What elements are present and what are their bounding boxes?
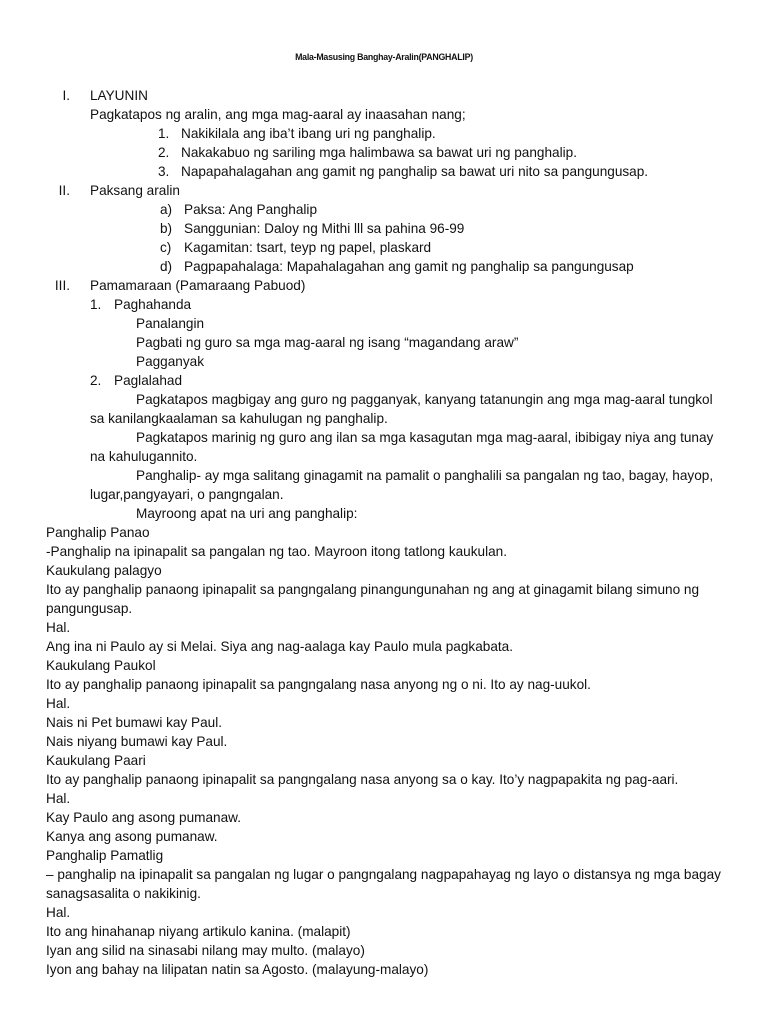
body-line: Iyan ang silid na sinasabi nilang may multo. (malayo) — [46, 943, 365, 958]
document-title: Mala-Masusing Banghay-Aralin(PANGHALIP) — [295, 52, 473, 62]
paragraph-line: Pagkatapos marinig ng guro ang ilan sa mga kasagutan mga mag-aaral, ibibigay niya ang tunay — [136, 430, 714, 445]
objective-number: 1. — [158, 126, 170, 141]
objective-text: Napapahalagahan ang gamit ng panghalip sa bawat uri nito sa pangungusap. — [181, 164, 649, 179]
topic-text: Kagamitan: tsart, teyp ng papel, plaskard — [184, 240, 432, 255]
paragraph-line: Panghalip- ay mga salitang ginagamit na pamalit o panghalili sa pangalan ng tao, bagay, hayop, — [136, 468, 714, 483]
body-line: Nais ni Pet bumawi kay Paul. — [46, 715, 223, 730]
step-number: 2. — [90, 373, 102, 388]
section-3-numeral: III. — [54, 278, 70, 293]
body-line: Kaukulang Paukol — [46, 658, 156, 673]
topic-text: Paksa: Ang Panghalip — [184, 202, 318, 217]
section-1-numeral: I. — [62, 88, 70, 103]
body-line: Ito ay panghalip panaong ipinapalit sa pangngalang nasa anyong ng o ni. Ito ay nag-uukol. — [46, 677, 591, 692]
body-line: Kanya ang asong pumanaw. — [46, 829, 218, 844]
body-line: Iyon ang bahay na lilipatan natin sa Agosto. (malayung-malayo) — [46, 962, 429, 977]
step-line: Panalangin — [136, 316, 205, 331]
body-line: Ang ina ni Paulo ay si Melai. Siya ang nag-aalaga kay Paulo mula pagkabata. — [46, 639, 514, 654]
objective-number: 2. — [158, 145, 170, 160]
topic-letter: c) — [160, 240, 172, 255]
body-line: Kaukulang Paari — [46, 753, 146, 768]
body-line: Hal. — [46, 696, 71, 711]
body-line: Ito ang hinahanap niyang artikulo kanina. (malapit) — [46, 924, 351, 939]
section-2-numeral: II. — [58, 183, 70, 198]
body-line: Ito ay panghalip panaong ipinapalit sa pangngalang nasa anyong sa o kay. Ito’y nagpapakita ng pag-aari. — [46, 772, 679, 787]
step-label: Paglalahad — [114, 373, 183, 388]
topic-letter: a) — [160, 202, 173, 217]
body-line: – panghalip na ipinapalit sa pangalan ng lugar o pangngalang nagpapahayag ng layo o distansya ng mga bagay — [46, 867, 721, 882]
body-line: Kaukulang palagyo — [46, 563, 162, 578]
step-line: Pagganyak — [136, 354, 205, 369]
body-line: Kay Paulo ang asong pumanaw. — [46, 810, 241, 825]
step-number: 1. — [90, 297, 102, 312]
body-line: Hal. — [46, 791, 71, 806]
section-3-heading: Pamamaraan (Pamaraang Pabuod) — [90, 278, 306, 293]
body-line: Panghalip Panao — [46, 525, 150, 540]
body-line: Nais niyang bumawi kay Paul. — [46, 734, 228, 749]
objective-text: Nakakabuo ng sariling mga halimbawa sa bawat uri ng panghalip. — [181, 145, 577, 160]
topic-letter: b) — [160, 221, 173, 236]
topic-text: Sanggunian: Daloy ng Mithi lll sa pahina 96-99 — [184, 221, 465, 236]
body-line: sanagsasalita o nakikinig. — [46, 886, 201, 901]
topic-text: Pagpapahalaga: Mapahalagahan ang gamit ng panghalip sa pangungusap — [184, 259, 634, 274]
objective-text: Nakikilala ang iba’t ibang uri ng panghalip. — [181, 126, 436, 141]
paragraph-line: na kahulugannito. — [90, 449, 198, 464]
body-line: Hal. — [46, 620, 71, 635]
paragraph-line: lugar,pangyayari, o pangngalan. — [90, 487, 284, 502]
section-1-heading: LAYUNIN — [90, 88, 148, 103]
paragraph-line: sa kanilangkaalaman sa kahulugan ng panghalip. — [90, 411, 388, 426]
section-1-intro: Pagkatapos ng aralin, ang mga mag-aaral ay inaasahan nang; — [90, 107, 466, 122]
body-line: pangungusap. — [46, 601, 133, 616]
body-line: Hal. — [46, 905, 71, 920]
section-2-heading: Paksang aralin — [90, 183, 180, 198]
body-line: Ito ay panghalip panaong ipinapalit sa pangngalang pinangungunahan ng ang at ginagamit bilang simuno ng — [46, 582, 700, 597]
step-label: Paghahanda — [114, 297, 192, 312]
body-line: -Panghalip na ipinapalit sa pangalan ng tao. Mayroon itong tatlong kaukulan. — [46, 544, 508, 559]
body-line: Panghalip Pamatlig — [46, 848, 164, 863]
topic-letter: d) — [160, 259, 173, 274]
objective-number: 3. — [158, 164, 170, 179]
paragraph-line: Pagkatapos magbigay ang guro ng pagganyak, kanyang tatanungin ang mga mag-aaral tungkol — [136, 392, 713, 407]
step-line: Pagbati ng guro sa mga mag-aaral ng isang “magandang araw” — [136, 335, 519, 350]
paragraph-line: Mayroong apat na uri ang panghalip: — [136, 506, 358, 521]
